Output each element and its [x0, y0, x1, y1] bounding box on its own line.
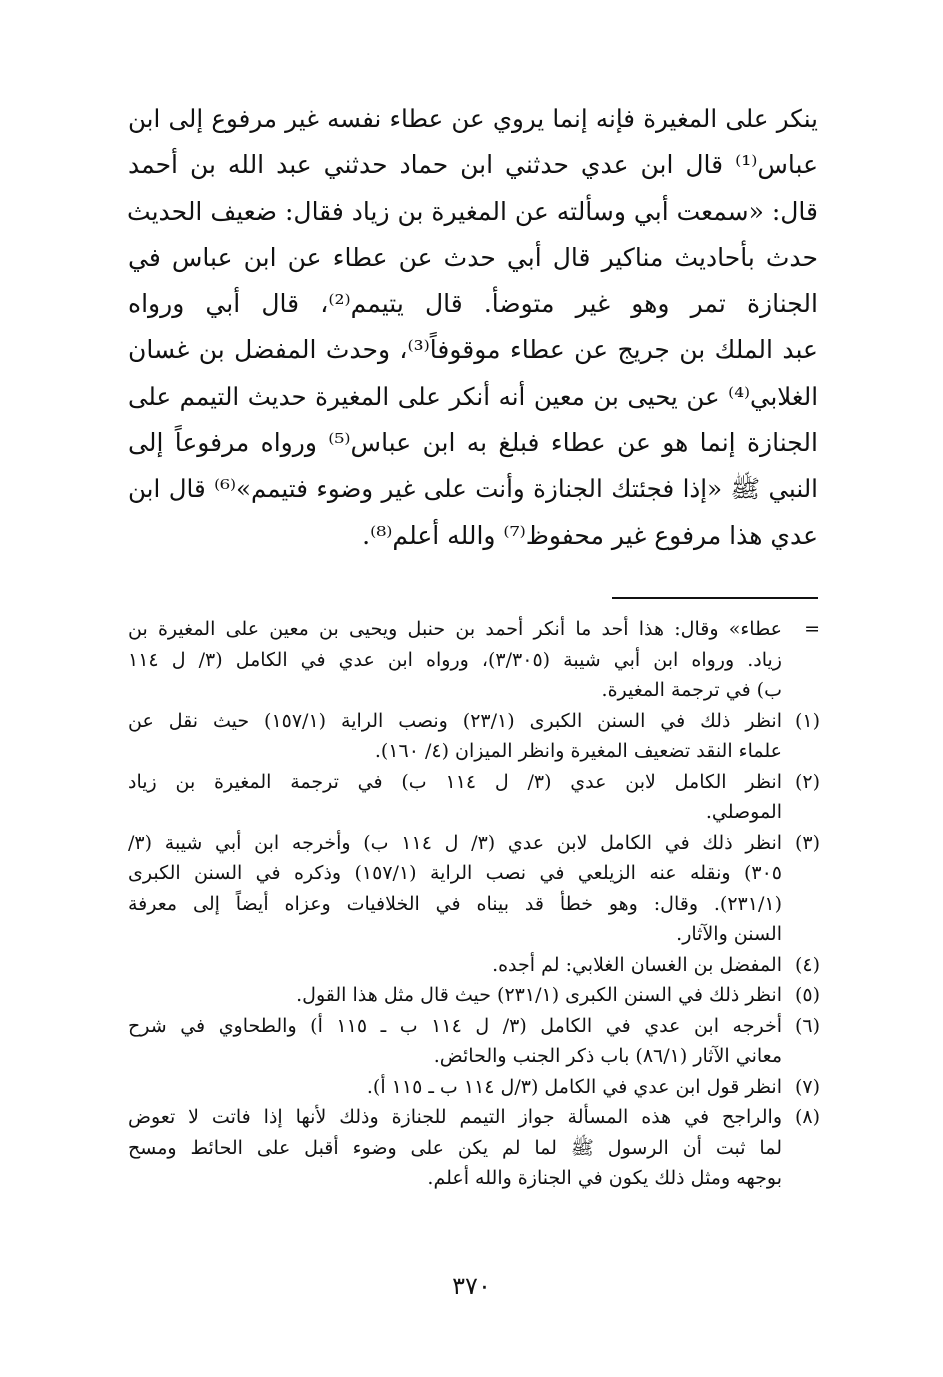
- footnote-line: لما ثبت أن الرسول ﷺ لما لم يكن على وضوء أقبل على الحائط ومسح: [128, 1136, 782, 1159]
- footnote-body: [128, 950, 782, 981]
- footnote-body: [128, 1102, 782, 1194]
- footnote-marker: (٦): [794, 1014, 820, 1037]
- main-text-line: حدث بأحاديث مناكير قال أبي حدث عن عطاء عن ابن عباس في: [128, 242, 818, 272]
- footnote-separator: [612, 597, 818, 599]
- footnote-7: [128, 1072, 820, 1103]
- footnote-6: [128, 1011, 820, 1072]
- footnote-2: [128, 767, 820, 828]
- footnote-line: ٣٠٥) ونقله عنه الزيلعي في نصب الراية (١٥٧/١) وذكره في السنن الكبرى: [128, 862, 782, 884]
- footnote-marker: (٣): [794, 831, 820, 854]
- footnote-line: انظر الكامل لابن عدي (٣/ ل ١١٤ ب) في ترجمة المغيرة بن زياد: [128, 770, 782, 793]
- footnote-body: [128, 980, 782, 1011]
- footnotes: [128, 614, 820, 1194]
- footnote-marker: (١): [794, 709, 820, 732]
- footnote-line: انظر ذلك في الكامل لابن عدي (٣/ ل ١١٤ ب) وأخرجه ابن أبي شيبة (٣/: [128, 831, 783, 854]
- footnote-line: ب) في ترجمة المغيرة.: [601, 679, 782, 701]
- page-number: ٣٧٠: [452, 1272, 491, 1300]
- main-text-line: الجنازة تمر وهو غير متوضأ. قال يتيمم⁽²⁾، قال أبي ورواه: [128, 289, 818, 319]
- footnote-body: [128, 828, 782, 950]
- footnote-line: انظر ذلك في السنن الكبرى (٢٣/١) ونصب الراية (١٥٧/١) حيث نقل عن: [128, 709, 782, 732]
- footnote-line: والراجح في هذه المسألة جواز التيمم للجنازة وذلك لأنها إذا فاتت لا تعوض: [128, 1106, 782, 1128]
- footnote-8: [128, 1102, 820, 1194]
- footnote-line: عطاء» وقال: هذا أحد ما أنكر أحمد بن حنبل ويحيى بن معين على المغيرة بن: [128, 618, 782, 640]
- footnote-body: [128, 706, 782, 767]
- footnote-body: [128, 1072, 782, 1103]
- footnote-line: المفضل بن الغسان الغلابي: لم أجده.: [492, 953, 782, 976]
- footnote-line: علماء النقد تضعيف المغيرة وانظر الميزان (٤/ ١٦٠).: [374, 740, 782, 762]
- footnote-continuation: [128, 614, 820, 706]
- footnote-line: أخرجه ابن عدي في الكامل (٣/ ل ١١٤ ب ـ ١١٥ أ) والطحاوي في شرح: [128, 1014, 782, 1037]
- footnote-marker: (٧): [794, 1075, 820, 1098]
- main-text-line: الجنازة إنما هو عن عطاء فبلغ به ابن عباس⁽⁵⁾ ورواه مرفوعاً إلى: [128, 428, 818, 458]
- main-text-line: النبي ﷺ «إذا فجئتك الجنازة وأنت على غير وضوء فتيمم»⁽⁶⁾ قال ابن: [128, 474, 818, 504]
- footnote-body: [128, 614, 782, 706]
- footnote-line: زياد. ورواه ابن أبي شيبة (٣/٣٠٥)، ورواه ابن عدي في الكامل (٣/ ل ١١٤: [128, 648, 782, 671]
- footnote-4: [128, 950, 820, 981]
- footnote-line: انظر ذلك في السنن الكبرى (٢٣١/١) حيث قال مثل هذا القول.: [296, 984, 782, 1006]
- main-text-line: قال: «سمعت أبي وسألته عن المغيرة بن زياد فقال: ضعيف الحديث: [127, 196, 818, 226]
- footnote-marker: (٥): [794, 984, 820, 1006]
- footnote-marker: =: [804, 618, 820, 640]
- footnote-marker: (٤): [794, 953, 820, 976]
- footnote-line: (٢٣١/١). وقال: وهو خطأ قد بيناه في الخلافيات وعزاه أيضاً إلى معرفة: [128, 892, 782, 915]
- main-text-line: عباس⁽¹⁾ قال ابن عدي حدثني ابن حماد حدثني عبد الله بن أحمد: [128, 150, 818, 180]
- main-text-line: الغلابي⁽⁴⁾ عن يحيى بن معين أنه أنكر على المغيرة حديث التيمم على: [128, 381, 818, 411]
- footnote-marker: (٢): [794, 770, 820, 793]
- main-text-line: عدي هذا مرفوع غير محفوظ⁽⁷⁾ والله أعلم⁽⁸⁾.: [362, 520, 818, 550]
- main-text-line: ينكر على المغيرة فإنه إنما يروي عن عطاء نفسه غير مرفوع إلى ابن: [128, 104, 818, 133]
- main-text: [128, 96, 818, 559]
- main-text-line: عبد الملك بن جريج عن عطاء موقوفاً⁽³⁾، وحدث المفضل بن غسان: [128, 335, 818, 365]
- footnote-line: السنن والآثار.: [676, 923, 782, 945]
- footnote-line: انظر قول ابن عدي في الكامل (٣/ل ١١٤ ب ـ ١١٥ أ).: [366, 1075, 782, 1098]
- footnote-3: [128, 828, 820, 950]
- footnote-body: [128, 1011, 782, 1072]
- footnote-1: [128, 706, 820, 767]
- footnote-marker: (٨): [794, 1106, 820, 1128]
- footnote-line: الموصلي.: [705, 801, 782, 823]
- footnote-line: بوجهه ومثل ذلك يكون في الجنازة والله أعلم.: [427, 1167, 782, 1189]
- footnote-line: معاني الآثار (٨٦/١) باب ذكر الجنب والحائض.: [433, 1045, 782, 1067]
- footnote-body: [128, 767, 782, 828]
- footnote-5: [128, 980, 820, 1011]
